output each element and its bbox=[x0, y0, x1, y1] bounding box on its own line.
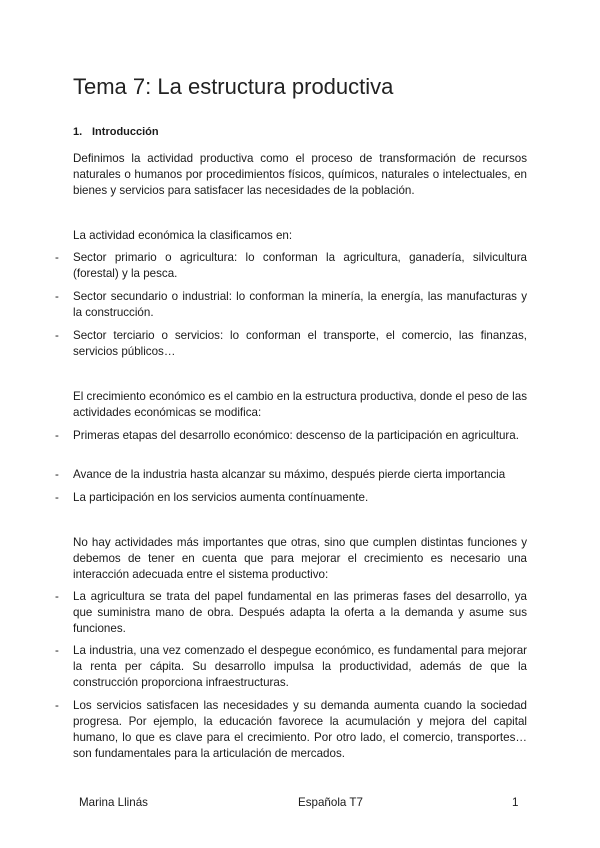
paragraph: Definimos la actividad productiva como el proceso de transformación de recursos naturales o humanos por procedimientos físicos, químicos, naturales o intelectuales, en bienes y servicios para satisfacer las necesidades de la población. bbox=[73, 152, 527, 197]
list-item-text: La agricultura se trata del papel fundamental en las primeras fases del desarrollo, ya que suministra mano de obra. Después adapta la oferta a la demanda y asume sus funciones. bbox=[73, 590, 527, 635]
section-number: 1. bbox=[73, 126, 83, 138]
list-item-text: Sector terciario o servicios: lo conforman el transporte, el comercio, las finanzas, servicios públicos… bbox=[73, 329, 527, 358]
list-item-text: La participación en los servicios aumenta contínuamente. bbox=[73, 491, 369, 504]
list-item bbox=[55, 428, 527, 444]
dash-bullet: - bbox=[55, 699, 59, 712]
paragraph: El crecimiento económico es el cambio en la estructura productiva, donde el peso de las actividades económicas se modifica: bbox=[73, 390, 527, 419]
footer-course: Española T7 bbox=[298, 796, 363, 809]
dash-bullet: - bbox=[55, 251, 59, 264]
list-item-text: Sector secundario o industrial: lo conforman la minería, la energía, las manufacturas y la construcción. bbox=[73, 290, 527, 319]
list-item bbox=[55, 328, 527, 360]
dash-bullet: - bbox=[55, 329, 59, 342]
section-label: Introducción bbox=[92, 126, 159, 138]
dash-bullet: - bbox=[55, 491, 59, 504]
dash-bullet: - bbox=[55, 290, 59, 303]
section-heading bbox=[73, 124, 159, 140]
list-item bbox=[55, 467, 527, 483]
list-item bbox=[55, 698, 527, 762]
list-item bbox=[55, 643, 527, 691]
paragraph: No hay actividades más importantes que otras, sino que cumplen distintas funciones y debemos de tener en cuenta que para mejorar el crecimiento es necesario una interacción adecuada entre el sistema productivo: bbox=[73, 536, 527, 581]
page-title: Tema 7: La estructura productiva bbox=[73, 74, 394, 99]
list-item bbox=[55, 589, 527, 637]
dash-bullet: - bbox=[55, 644, 59, 657]
dash-bullet: - bbox=[55, 429, 59, 442]
list-item bbox=[55, 490, 527, 506]
list-item-text: Sector primario o agricultura: lo conforman la agricultura, ganadería, silvicultura (forestal) y la pesca. bbox=[73, 251, 527, 280]
footer-page-number: 1 bbox=[512, 796, 519, 809]
list-item-text: Avance de la industria hasta alcanzar su máximo, después pierde cierta importancia bbox=[73, 468, 506, 481]
list-item-text: Los servicios satisfacen las necesidades y su demanda aumenta cuando la sociedad progresa. Por ejemplo, la educación favorece la acumulación y mejora del capital humano, lo que es clave para el crecimiento. Por otro lado, el comercio, transportes… son fundamentales para la articulación de mercados. bbox=[73, 699, 527, 760]
dash-bullet: - bbox=[55, 468, 59, 481]
paragraph: La actividad económica la clasificamos en: bbox=[73, 229, 293, 242]
list-item-text: La industria, una vez comenzado el despegue económico, es fundamental para mejorar la renta per cápita. Su desarrollo impulsa la productividad, además de que la construcción proporciona infraestructuras. bbox=[73, 644, 527, 689]
list-item bbox=[55, 289, 527, 321]
footer-author: Marina Llinás bbox=[79, 796, 148, 809]
dash-bullet: - bbox=[55, 590, 59, 603]
list-item-text: Primeras etapas del desarrollo económico: descenso de la participación en agricultura. bbox=[73, 429, 519, 442]
list-item bbox=[55, 250, 527, 282]
